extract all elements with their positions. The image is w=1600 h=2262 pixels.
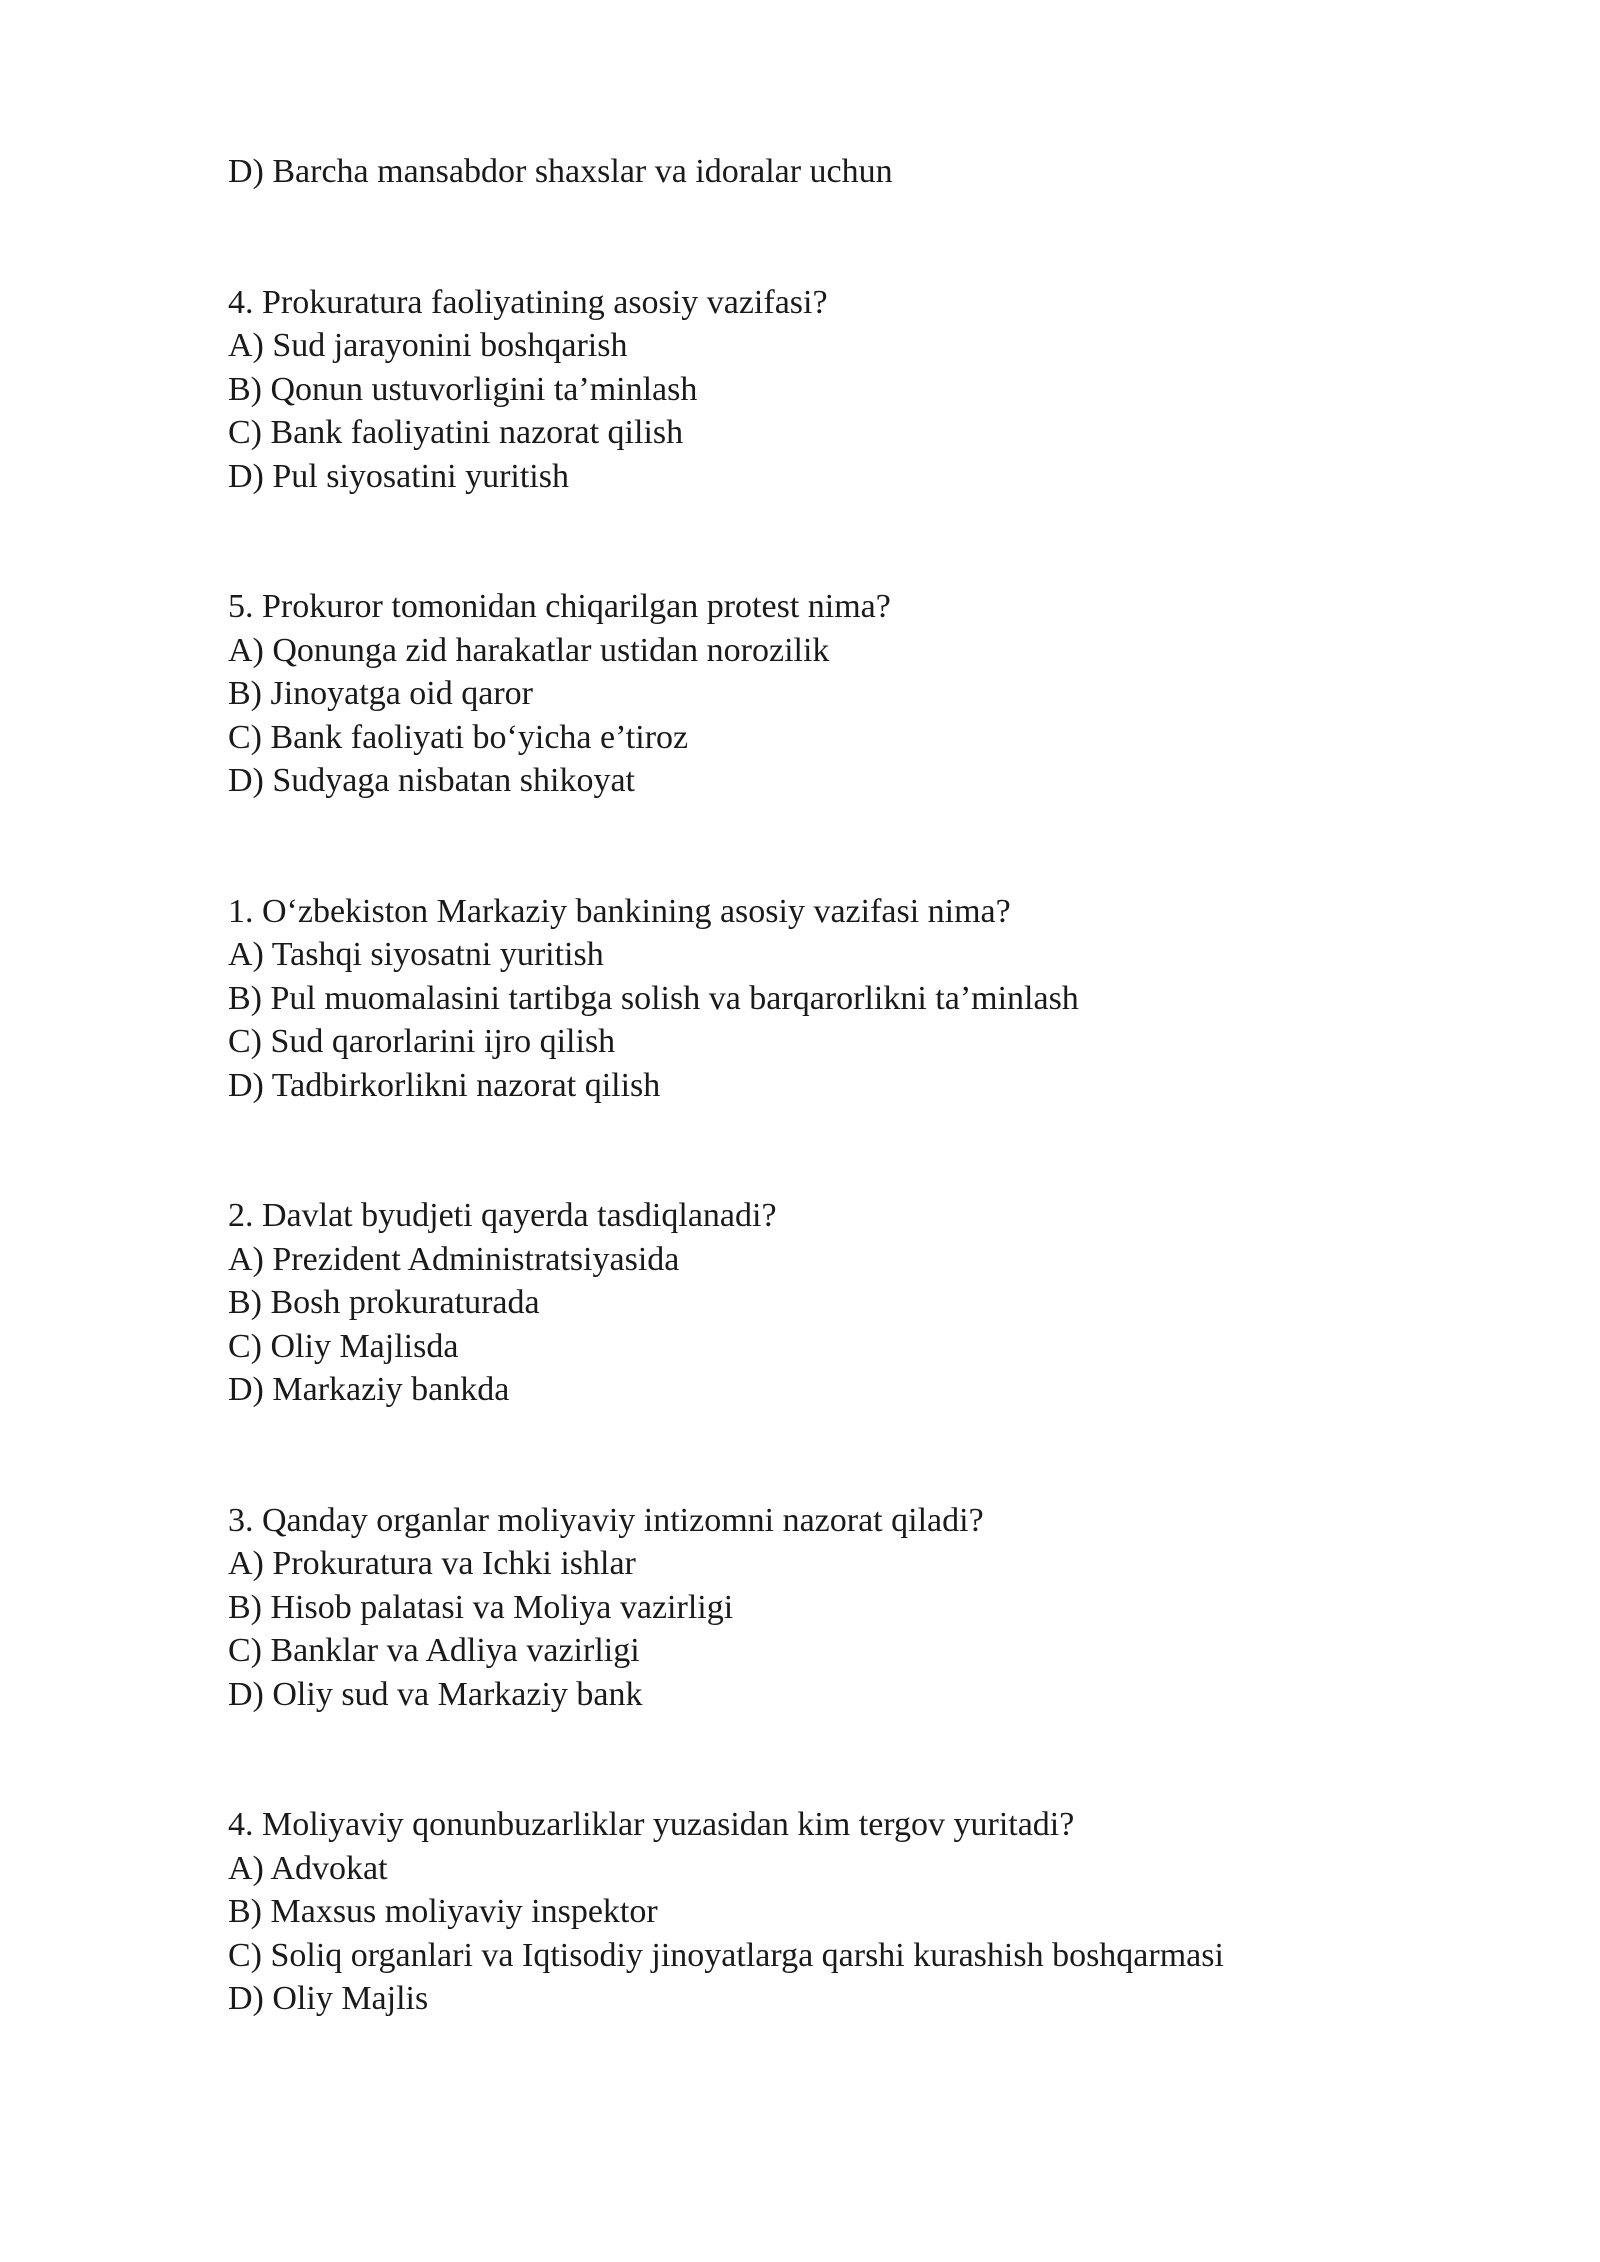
- question-text: 3. Qanday organlar moliyaviy intizomni nazorat qiladi?: [228, 1501, 984, 1539]
- question-text: 2. Davlat byudjeti qayerda tasdiqlanadi?: [228, 1197, 777, 1234]
- answer-option: D) Oliy sud va Markaziy bank: [228, 1675, 643, 1713]
- question-block: [228, 1803, 1478, 2021]
- answer-option: D) Markaziy bankda: [228, 1371, 510, 1408]
- answer-option: D) Tadbirkorlikni nazorat qilish: [228, 1066, 661, 1104]
- document-content: [228, 150, 1478, 2021]
- answer-option: C) Bank faoliyati bo‘yicha e’tiroz: [228, 718, 689, 756]
- question-block: [228, 890, 1478, 1108]
- answer-option: A) Prezident Administratsiyasida: [228, 1240, 680, 1278]
- question-block: [228, 1194, 1478, 1412]
- answer-option: C) Oliy Majlisda: [228, 1327, 459, 1365]
- answer-option: D) Sudyaga nisbatan shikoyat: [228, 762, 635, 799]
- question-block: [228, 1499, 1478, 1717]
- answer-option: A) Tashqi siyosatni yuritish: [228, 936, 604, 973]
- answer-option: B) Bosh prokuraturada: [228, 1284, 540, 1321]
- answer-option: C) Sud qarorlarini ijro qilish: [228, 1023, 616, 1060]
- answer-option: B) Jinoyatga oid qaror: [228, 675, 533, 712]
- question-block: [228, 281, 1478, 499]
- answer-option: B) Qonun ustuvorligini ta’minlash: [228, 370, 698, 408]
- answer-option: B) Pul muomalasini tartibga solish va barqarorlikni ta’minlash: [228, 979, 1079, 1017]
- answer-option: D) Pul siyosatini yuritish: [228, 457, 569, 495]
- answer-option: B) Hisob palatasi va Moliya vazirligi: [228, 1588, 734, 1626]
- lead-option: D) Barcha mansabdor shaxslar va idoralar uchun: [228, 153, 893, 190]
- question-text: 4. Prokuratura faoliyatining asosiy vazifasi?: [228, 283, 828, 321]
- question-text: 1. O‘zbekiston Markaziy bankining asosiy vazifasi nima?: [228, 892, 1011, 930]
- answer-option: A) Prokuratura va Ichki ishlar: [228, 1545, 636, 1582]
- question-text: 4. Moliyaviy qonunbuzarliklar yuzasidan kim tergov yuritadi?: [228, 1806, 1075, 1843]
- answer-option: C) Bank faoliyatini nazorat qilish: [228, 414, 684, 451]
- answer-option: A) Advokat: [228, 1849, 388, 1887]
- question-text: 5. Prokuror tomonidan chiqarilgan protest nima?: [228, 588, 891, 625]
- answer-option: B) Maxsus moliyaviy inspektor: [228, 1893, 658, 1930]
- question-block: [228, 585, 1478, 803]
- answer-option: C) Banklar va Adliya vazirligi: [228, 1632, 640, 1669]
- answer-option: C) Soliq organlari va Iqtisodiy jinoyatlarga qarshi kurashish boshqarmasi: [228, 1936, 1224, 1974]
- answer-option: A) Qonunga zid harakatlar ustidan norozilik: [228, 631, 830, 669]
- answer-option: D) Oliy Majlis: [228, 1980, 429, 2017]
- answer-option: A) Sud jarayonini boshqarish: [228, 327, 628, 364]
